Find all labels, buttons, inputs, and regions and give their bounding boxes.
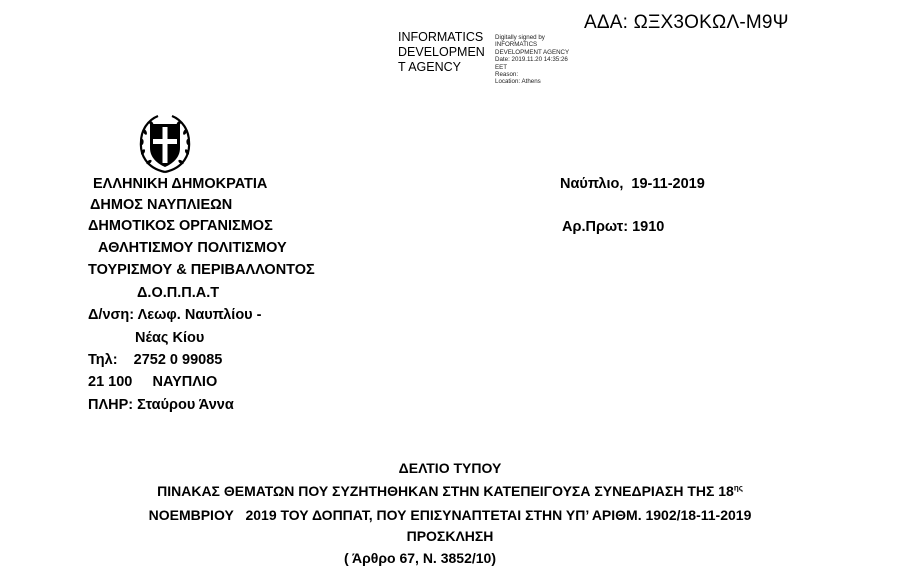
sender-line: ΑΘΛΗΤΙΣΜΟΥ ΠΟΛΙΤΙΣΜΟΥ <box>98 240 287 256</box>
press-release-heading: ΔΕΛΤΙΟ ΤΥΠΟΥ <box>398 460 502 476</box>
signature-detail-line: EET <box>495 63 508 71</box>
sender-line: ΤΟΥΡΙΣΜΟΥ & ΠΕΡΙΒΑΛΛΟΝΤΟΣ <box>88 262 315 278</box>
sender-line: ΠΛΗΡ: Σταύρου Άννα <box>88 397 234 413</box>
signature-name-line: DEVELOPMEN <box>398 45 485 59</box>
signature-detail-line: Location: Athens <box>495 78 541 86</box>
greek-emblem-icon <box>136 112 194 174</box>
signature-name-line: INFORMATICS <box>398 30 484 44</box>
sender-line: Δ/νση: Λεωφ. Ναυπλίου - <box>88 307 262 323</box>
sender-line: ΔΗΜΟΣ ΝΑΥΠΛΙΕΩΝ <box>90 197 233 213</box>
title-line-1 <box>0 483 900 499</box>
sender-line: Δ.Ο.Π.Π.Α.Τ <box>137 285 220 301</box>
signature-detail-line: Reason: <box>495 71 519 79</box>
sender-line: ΔΗΜΟΤΙΚΟΣ ΟΡΓΑΝΙΣΜΟΣ <box>88 218 273 234</box>
sender-line: Νέας Κίου <box>135 330 205 346</box>
title-line-2: ΝΟΕΜΒΡΙΟΥ 2019 ΤΟΥ ΔΟΠΠΑΤ, ΠΟΥ ΕΠΙΣΥΝΑΠΤΕΤΑΙ ΣΤΗΝ ΥΠ’ ΑΡΙΘΜ. 1902/18-11-2019 <box>148 507 752 523</box>
signature-detail-line: Digitally signed by <box>495 34 545 41</box>
title-line-4: ( Άρθρο 67, Ν. 3852/10) <box>344 550 496 566</box>
sender-line: 21 100 ΝΑΥΠΛΙΟ <box>88 374 218 390</box>
protocol-number: Αρ.Πρωτ: 1910 <box>562 219 665 235</box>
signature-detail-line: Date: 2019.11.20 14:35:26 <box>495 56 568 64</box>
signature-name <box>398 30 485 75</box>
signature-name-line: T AGENCY <box>398 60 461 74</box>
sender-line: ΕΛΛΗΝΙΚΗ ΔΗΜΟΚΡΑΤΙΑ <box>93 176 268 192</box>
date-line: Ναύπλιο, 19-11-2019 <box>560 176 705 192</box>
ada-code: ΑΔΑ: ΩΞΧ3ΟΚΩΛ-Μ9Ψ <box>584 12 789 33</box>
signature-detail-line: DEVELOPMENT AGENCY <box>495 48 570 56</box>
signature-details <box>495 34 569 86</box>
sender-line: Τηλ: 2752 0 99085 <box>88 352 223 368</box>
signature-detail-line: INFORMATICS <box>495 41 538 49</box>
title-line-3: ΠΡΟΣΚΛΗΣΗ <box>406 528 494 544</box>
title-line-1-text: ΠΙΝΑΚΑΣ ΘΕΜΑΤΩΝ ΠΟΥ ΣΥΖΗΤΗΘΗΚΑΝ ΣΤΗΝ ΚΑΤΕΠΕΙΓΟΥΣΑ ΣΥΝΕΔΡΙΑΣΗ ΤΗΣ 18 <box>157 483 734 499</box>
title-line-1-superscript: ης <box>733 483 743 493</box>
